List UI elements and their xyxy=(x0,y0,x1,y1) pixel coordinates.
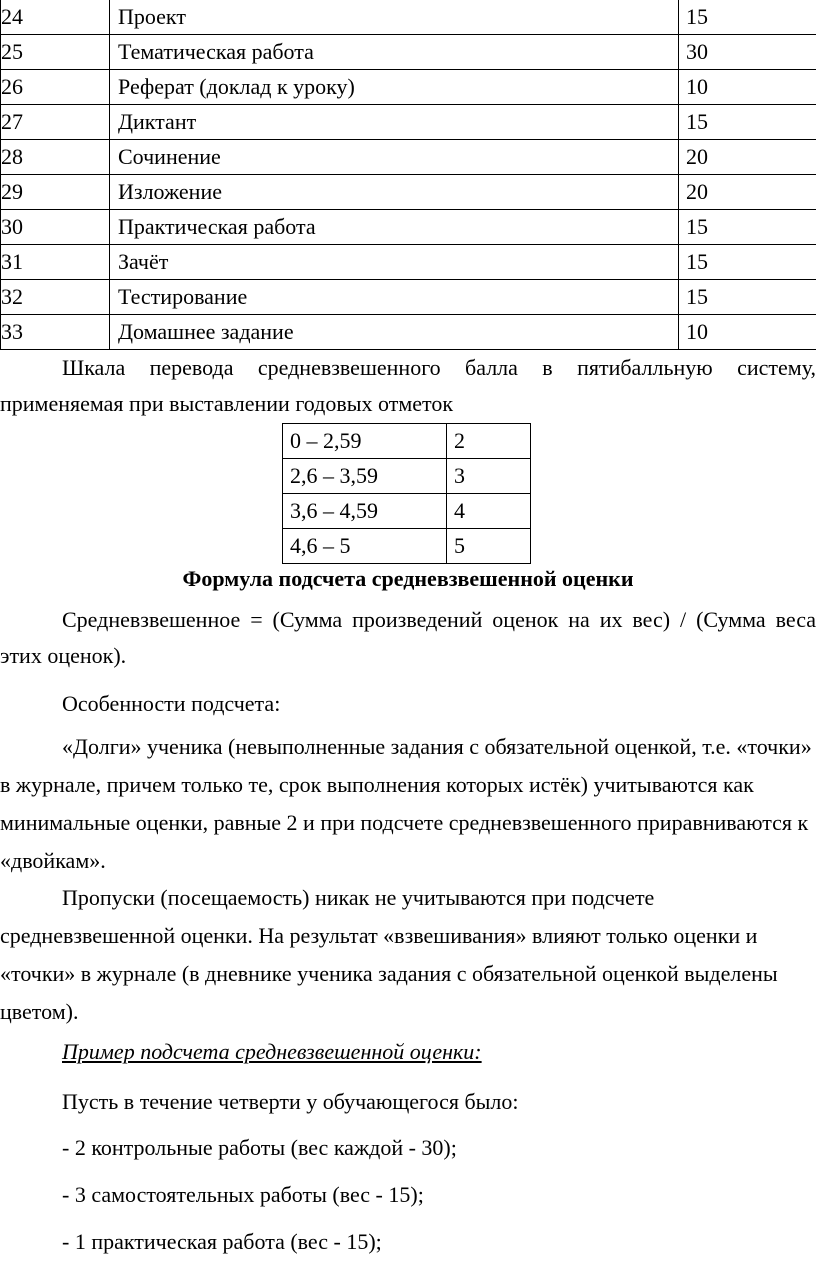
table-row xyxy=(1,140,816,175)
work-weight: 15 xyxy=(679,280,816,315)
formula-paragraph: Средневзвешенное = (Сумма произведений оценок на их вес) / (Сумма веса этих оценок). xyxy=(0,607,816,668)
formula-heading: Формула подсчета средневзвешенной оценки xyxy=(182,566,634,591)
row-number: 25 xyxy=(1,35,110,70)
example-intro: Пусть в течение четверти у обучающегося было: xyxy=(62,1089,519,1114)
row-number: 32 xyxy=(1,280,110,315)
work-weight: 15 xyxy=(679,0,816,35)
row-number: 24 xyxy=(1,0,110,35)
row-number: 28 xyxy=(1,140,110,175)
work-weight: 10 xyxy=(679,315,816,350)
row-number: 26 xyxy=(1,70,110,105)
table-row xyxy=(1,0,816,35)
table-row xyxy=(283,459,531,494)
score-range: 2,6 – 3,59 xyxy=(283,459,447,494)
absences-paragraph: Пропуски (посещаемость) никак не учитываются при подсчете средневзвешенной оценки. На результат «взвешивания» влияют только оценки и «точки» в журнале (в дневнике ученика задания с обязательной оценкой выделены цветом). xyxy=(0,885,778,1024)
example-heading xyxy=(0,1034,816,1070)
table-row xyxy=(283,424,531,459)
work-weight: 20 xyxy=(679,140,816,175)
row-number: 31 xyxy=(1,245,110,280)
work-type: Домашнее задание xyxy=(110,315,679,350)
work-weight: 20 xyxy=(679,175,816,210)
work-type: Тестирование xyxy=(110,280,679,315)
row-number: 30 xyxy=(1,210,110,245)
work-type: Практическая работа xyxy=(110,210,679,245)
table-row xyxy=(283,529,531,564)
row-number: 27 xyxy=(1,105,110,140)
score-range: 3,6 – 4,59 xyxy=(283,494,447,529)
work-weight: 30 xyxy=(679,35,816,70)
list-item: - 1 практическая работа (вес - 15); xyxy=(62,1229,382,1254)
grade-value: 5 xyxy=(447,529,531,564)
work-weight: 15 xyxy=(679,210,816,245)
work-type: Изложение xyxy=(110,175,679,210)
row-number: 29 xyxy=(1,175,110,210)
score-range: 4,6 – 5 xyxy=(283,529,447,564)
grade-value: 3 xyxy=(447,459,531,494)
features-label: Особенности подсчета: xyxy=(62,691,281,716)
table-row xyxy=(283,494,531,529)
list-item: - 2 контрольные работы (вес каждой - 30); xyxy=(62,1135,457,1160)
assessment-weights-table xyxy=(0,0,816,350)
grade-value: 2 xyxy=(447,424,531,459)
table-row xyxy=(1,105,816,140)
row-number: 33 xyxy=(1,315,110,350)
table-row xyxy=(1,70,816,105)
work-type: Проект xyxy=(110,0,679,35)
grade-value: 4 xyxy=(447,494,531,529)
work-weight: 10 xyxy=(679,70,816,105)
table-row xyxy=(1,280,816,315)
table-row xyxy=(1,175,816,210)
work-type: Тематическая работа xyxy=(110,35,679,70)
debts-paragraph: «Долги» ученика (невыполненные задания с обязательной оценкой, т.е. «точки» в журнале, причем только те, срок выполнения которых истёк) учитываются как минимальные оценки, равные 2 и при подсчете средневзвешенного приравниваются к «двойкам». xyxy=(0,734,812,873)
table-row xyxy=(1,315,816,350)
work-type: Реферат (доклад к уроку) xyxy=(110,70,679,105)
table-row xyxy=(1,35,816,70)
work-weight: 15 xyxy=(679,105,816,140)
table-row xyxy=(1,245,816,280)
work-type: Диктант xyxy=(110,105,679,140)
list-item: - 3 самостоятельных работы (вес - 15); xyxy=(62,1182,424,1207)
score-range: 0 – 2,59 xyxy=(283,424,447,459)
table-row xyxy=(1,210,816,245)
scale-intro-paragraph: Шкала перевода средневзвешенного балла в пятибалльную систему, применяемая при выставлении годовых отметок xyxy=(0,355,816,416)
work-type: Сочинение xyxy=(110,140,679,175)
grade-scale-table xyxy=(282,423,531,564)
example-heading-text: Пример подсчета средневзвешенной оценки: xyxy=(62,1039,482,1064)
work-type: Зачёт xyxy=(110,245,679,280)
work-weight: 15 xyxy=(679,245,816,280)
